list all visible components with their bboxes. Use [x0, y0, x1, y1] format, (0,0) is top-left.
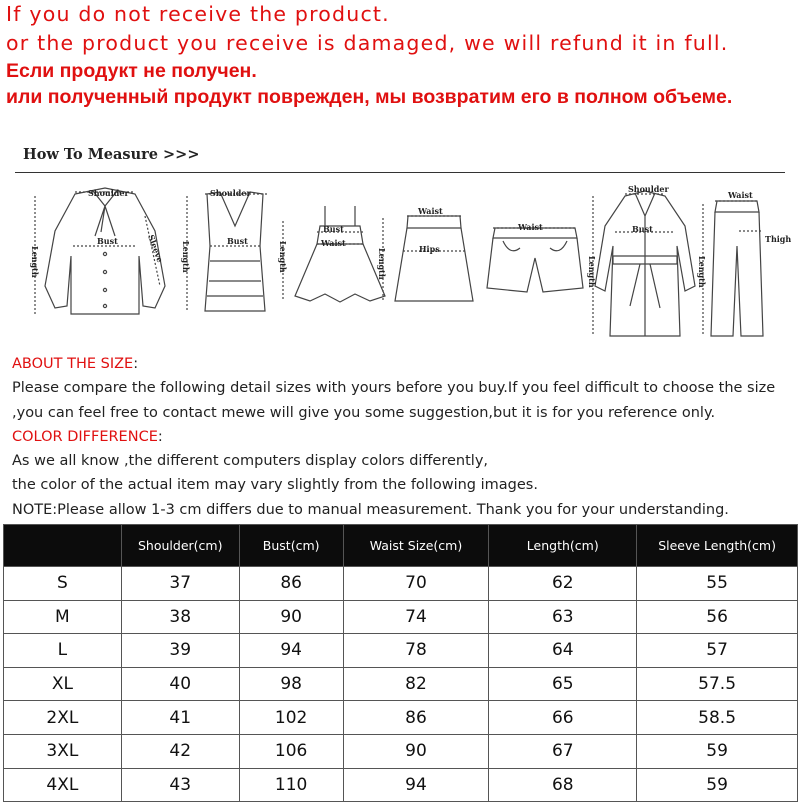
header-waist-size: Waist Size(cm) — [343, 525, 489, 567]
cell-shoulder: 38 — [121, 600, 239, 634]
skirt-waist-label: Waist — [418, 206, 443, 216]
cell-length: 65 — [489, 667, 637, 701]
cell-shoulder: 40 — [121, 667, 239, 701]
cell-waist: 94 — [343, 768, 489, 802]
cell-waist: 90 — [343, 734, 489, 768]
cell-waist: 82 — [343, 667, 489, 701]
cell-shoulder: 39 — [121, 634, 239, 668]
note-line: NOTE:Please allow 1-3 cm differs due to manual measurement. Thank you for your understanding. — [12, 501, 729, 518]
header-sleeve-length: Sleeve Length(cm) — [637, 525, 798, 567]
cell-sleeve: 59 — [637, 734, 798, 768]
cell-size: S — [4, 567, 122, 601]
cell-size: 3XL — [4, 734, 122, 768]
cell-bust: 90 — [239, 600, 343, 634]
header-size — [4, 525, 122, 567]
header-length: Length(cm) — [489, 525, 637, 567]
about-size-heading-line — [12, 352, 798, 376]
blouse-length-label: Length — [30, 246, 40, 278]
coat-length-label: Length — [587, 256, 597, 288]
shorts-waist-label: Waist — [518, 222, 543, 232]
cell-size: L — [4, 634, 122, 668]
table-row — [4, 768, 798, 802]
cell-bust: 94 — [239, 634, 343, 668]
cell-sleeve: 57 — [637, 634, 798, 668]
cell-size: XL — [4, 667, 122, 701]
cell-length: 62 — [489, 567, 637, 601]
table-row — [4, 701, 798, 735]
table-row — [4, 734, 798, 768]
measurement-illustrations — [15, 136, 792, 344]
cell-length: 68 — [489, 768, 637, 802]
refund-notice-en-line-2: or the product you receive is damaged, we will refund it in full. — [6, 31, 729, 55]
trousers-length-label: Length — [697, 256, 707, 288]
cell-waist: 70 — [343, 567, 489, 601]
blouse-bust-label: Bust — [97, 236, 118, 246]
blouse-shoulder-label: Shoulder — [88, 188, 129, 198]
color-difference-heading: COLOR DIFFERENCE — [12, 428, 158, 445]
cell-bust: 86 — [239, 567, 343, 601]
skirt-illustration — [377, 206, 473, 301]
blouse-illustration — [30, 188, 165, 314]
size-chart-header-row — [4, 525, 798, 567]
refund-notice-en-line-1: If you do not receive the product. — [6, 2, 390, 26]
cell-sleeve: 56 — [637, 600, 798, 634]
color-difference-colon: : — [157, 428, 163, 445]
about-size-heading: ABOUT THE SIZE — [12, 356, 134, 372]
header-bust: Bust(cm) — [239, 525, 343, 567]
cell-waist: 74 — [343, 600, 489, 634]
cell-sleeve: 59 — [637, 768, 798, 802]
cell-length: 64 — [489, 634, 637, 668]
coat-bust-label: Bust — [632, 224, 653, 234]
cell-bust: 102 — [239, 701, 343, 735]
cell-sleeve: 57.5 — [637, 667, 798, 701]
cell-shoulder: 41 — [121, 701, 239, 735]
vest-shoulder-label: Shoulder — [210, 188, 251, 198]
vest-bust-label: Bust — [227, 236, 248, 246]
about-size-colon: : — [133, 356, 139, 372]
size-chart-table — [3, 524, 798, 802]
dress-length-label: Length — [278, 241, 288, 273]
cell-sleeve: 58.5 — [637, 701, 798, 735]
trousers-waist-label: Waist — [728, 190, 753, 200]
how-to-measure-title: How To Measure >>> — [23, 146, 200, 163]
refund-notice-ru-line-2: или полученный продукт поврежден, мы возвратим его в полном объеме. — [6, 86, 733, 108]
vest-length-label: Length — [181, 241, 191, 273]
table-row — [4, 567, 798, 601]
skirt-hips-label: Hips — [419, 244, 440, 254]
color-difference-line-1: As we all know ,the different computers display colors differently, — [12, 453, 489, 470]
header-shoulder: Shoulder(cm) — [121, 525, 239, 567]
cell-size: M — [4, 600, 122, 634]
about-size-line-1: Please compare the following detail sizes with yours before you buy.If you feel difficult to choose the size — [12, 380, 776, 397]
cell-shoulder: 42 — [121, 734, 239, 768]
color-difference-line-2: the color of the actual item may vary slightly from the following images. — [12, 477, 538, 494]
cell-shoulder: 37 — [121, 567, 239, 601]
cell-bust: 110 — [239, 768, 343, 802]
how-to-measure-section — [15, 136, 792, 344]
cell-shoulder: 43 — [121, 768, 239, 802]
cell-size: 4XL — [4, 768, 122, 802]
trousers-thigh-label: Thigh — [765, 234, 792, 244]
cell-bust: 106 — [239, 734, 343, 768]
coat-illustration — [587, 184, 695, 336]
blouse-sleeve-label: Sleeve — [146, 233, 166, 264]
refund-notice-ru-line-1: Если продукт не получен. — [6, 60, 257, 82]
about-size-line-2: ,you can feel free to contact mewe will give you some suggestion,but it is for you reference only. — [12, 404, 716, 421]
trousers-illustration — [697, 190, 791, 336]
cell-bust: 98 — [239, 667, 343, 701]
skirt-length-label: Length — [377, 248, 387, 280]
refund-notice — [6, 0, 796, 110]
cell-waist: 86 — [343, 701, 489, 735]
cell-length: 63 — [489, 600, 637, 634]
dress-illustration — [278, 206, 385, 302]
cell-size: 2XL — [4, 701, 122, 735]
size-info-text — [12, 352, 798, 522]
table-row — [4, 634, 798, 668]
vest-illustration — [181, 188, 267, 311]
cell-waist: 78 — [343, 634, 489, 668]
cell-length: 67 — [489, 734, 637, 768]
coat-shoulder-label: Shoulder — [628, 184, 669, 194]
shorts-illustration — [487, 222, 583, 292]
cell-sleeve: 55 — [637, 567, 798, 601]
color-difference-heading-line — [12, 425, 798, 449]
table-row — [4, 667, 798, 701]
table-row — [4, 600, 798, 634]
dress-waist-label: Waist — [321, 238, 346, 248]
cell-length: 66 — [489, 701, 637, 735]
dress-bust-label: Bust — [323, 224, 344, 234]
